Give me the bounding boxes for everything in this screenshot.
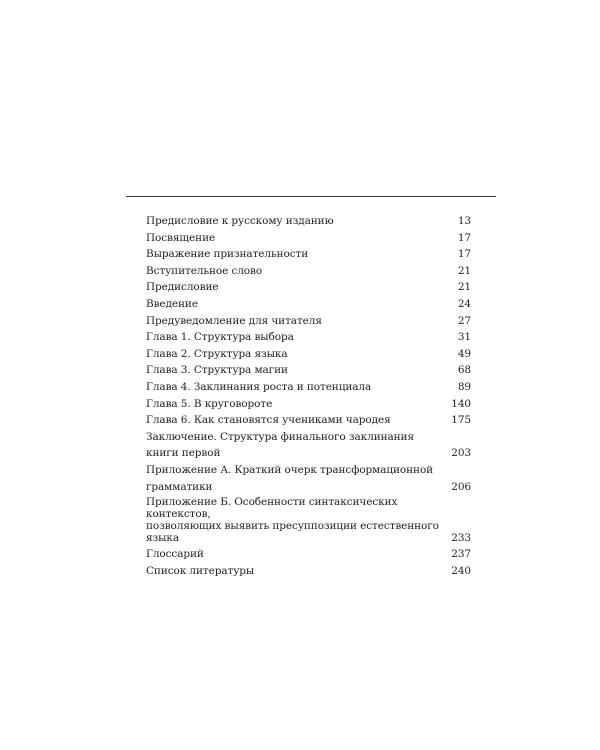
toc-entry-page: 89 <box>457 380 471 393</box>
toc-entry <box>146 213 471 230</box>
toc-entry-page: 203 <box>451 447 471 460</box>
toc-entry-title: Предисловие <box>146 281 219 294</box>
toc-entry <box>146 329 471 346</box>
toc-entry-page: 140 <box>451 397 471 410</box>
toc-entry-page: 27 <box>457 314 471 327</box>
header-divider <box>126 196 496 197</box>
toc-entry-title: Предисловие к русскому изданию <box>146 215 334 227</box>
toc-entry <box>146 412 471 429</box>
toc-entry-page: 13 <box>457 215 471 227</box>
toc-entry-page: 17 <box>457 248 471 261</box>
toc-entry-page: 24 <box>457 297 471 310</box>
toc-entry-title: Вступительное слово <box>146 264 263 277</box>
toc-entry <box>146 296 471 313</box>
toc-entry-page: 233 <box>451 532 471 545</box>
toc-entry <box>146 379 471 396</box>
toc-entry-title: Глава 5. В круговороте <box>146 397 273 410</box>
toc-entry <box>146 246 471 263</box>
toc-entry-title: Приложение А. Краткий очерк трансформационной грамматики <box>146 463 434 493</box>
toc-entry-title: Глава 3. Структура магии <box>146 364 288 377</box>
toc-entry-page: 21 <box>457 264 471 277</box>
toc-entry-title: Заключение. Структура финального заклинания книги первой <box>146 430 414 460</box>
toc-entry-page: 175 <box>451 414 471 427</box>
toc-entry <box>146 279 471 296</box>
toc-entry-page: 237 <box>451 548 471 561</box>
toc-entry-title: Глава 6. Как становятся учениками чародея <box>146 414 391 427</box>
toc-entry-title: Список литературы <box>146 564 255 577</box>
toc-entry-page: 31 <box>457 331 471 344</box>
toc-entry-title: Предуведомление для читателя <box>146 314 322 327</box>
toc-entry <box>146 263 471 280</box>
toc-entry <box>146 495 471 546</box>
toc-entry <box>146 429 471 462</box>
toc-entry <box>146 230 471 247</box>
toc-entry <box>146 546 471 563</box>
toc-entry-title: Приложение Б. Особенности синтаксических контекстов, позволяющих выявить пресуппозиции естественного языка <box>146 496 439 545</box>
toc-entry-page: 240 <box>451 564 471 577</box>
toc-entry <box>146 462 471 495</box>
toc-entry-title: Глава 1. Структура выбора <box>146 331 294 344</box>
toc-entry-page: 68 <box>457 364 471 377</box>
toc-entry-title: Посвящение <box>146 231 216 244</box>
toc-entry <box>146 563 471 580</box>
toc-entry-title: Глава 4. Заклинания роста и потенциала <box>146 380 372 393</box>
toc-entry-page: 21 <box>457 281 471 294</box>
toc-entry <box>146 346 471 363</box>
toc-entry-page: 17 <box>457 231 471 244</box>
toc-entry <box>146 313 471 330</box>
toc-entry-title: Введение <box>146 297 198 310</box>
toc-entry <box>146 396 471 413</box>
toc-entry-title: Глоссарий <box>146 548 204 561</box>
toc-entry-title: Глава 2. Структура языка <box>146 347 288 360</box>
table-of-contents <box>146 213 471 579</box>
toc-entry-title: Выражение признательности <box>146 248 309 261</box>
toc-entry <box>146 362 471 379</box>
toc-entry-page: 49 <box>457 347 471 360</box>
toc-entry-page: 206 <box>451 480 471 493</box>
